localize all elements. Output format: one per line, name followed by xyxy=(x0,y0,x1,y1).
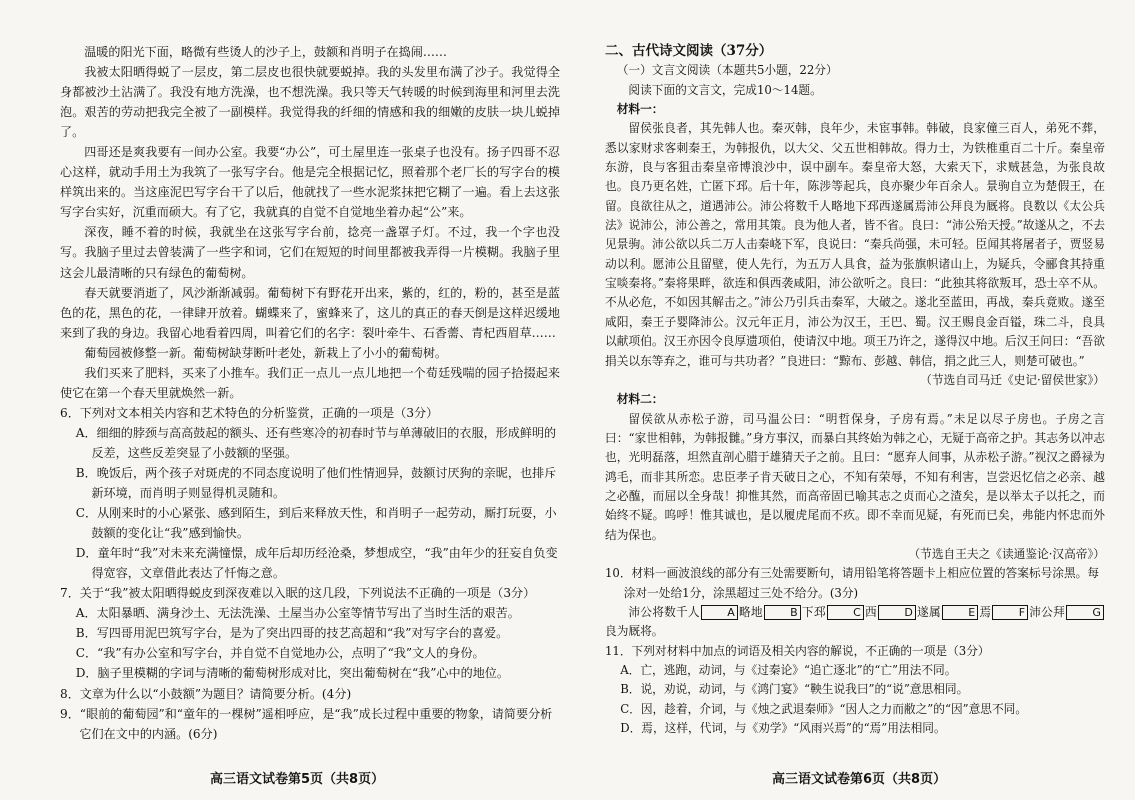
question-10-sentence xyxy=(605,603,1105,642)
page-footer-right: 高三语文试卷第6页（共8页） xyxy=(772,772,947,787)
q10-segment: 沛公将数千人 xyxy=(628,604,700,619)
right-column xyxy=(605,42,1105,738)
q10-box-b: B xyxy=(764,605,801,620)
question-7-stem: 7．关于“我”被太阳晒得蜕皮到深夜难以入眠的这几段，下列说法不正确的一项是（3分） xyxy=(60,586,536,601)
left-column xyxy=(60,42,560,744)
page-footer-left: 高三语文试卷第5页（共8页） xyxy=(210,772,385,787)
reading-instruction: 阅读下面的文言文，完成10～14题。 xyxy=(628,82,822,97)
q10-segment: 沛公拜 xyxy=(1029,604,1065,619)
question-7-option-b: B．写四哥用泥巴筑写字台，是为了突出四哥的技艺高超和“我”对写字台的喜爱。 xyxy=(75,626,509,641)
q10-segment: 良 xyxy=(605,624,617,639)
q10-segment: 遂属 xyxy=(916,604,941,619)
material-1-source: （节选自司马迁《史记·留侯世家》） xyxy=(920,372,1105,387)
q10-segment: 为厩将。 xyxy=(616,624,664,639)
question-6-option-a: A．细细的脖颈与高高鼓起的额头、还有些寒冷的初春时节与单薄破旧的衣服，形成鲜明的反差，这些反差突显了小鼓额的坚强。 xyxy=(75,425,557,460)
q10-box-e: E xyxy=(942,605,978,620)
q10-segment: 略地 xyxy=(738,604,763,619)
q10-box-d: D xyxy=(878,605,916,620)
passage-paragraph: 春天就要消逝了，风沙渐渐减弱。葡萄树下有野花开出来，紫的，红的，粉的，甚至是蓝色的花，黑色的花，一律肆开放着。蝴蝶来了，蜜蜂来了，这儿的真正的春天倒是这样迟缓地来到了我的身边。我留心地看着四周，叫着它们的名字：裂叶牵牛、石香薷、青杞西眉草…… xyxy=(60,285,560,340)
q10-segment: 西 xyxy=(864,604,877,619)
question-11-option-a: A．亡，逃跑，动词，与《过秦论》“追亡逐北”的“亡”用法不同。 xyxy=(620,663,957,677)
question-7-option-c: C．“我”有办公室和写字台，并自觉不自觉地办公，点明了“我”文人的身份。 xyxy=(75,646,485,661)
section-title: 二、古代诗文阅读（37分） xyxy=(605,43,773,59)
q10-box-a: A xyxy=(701,605,738,620)
question-6-option-c: C．从刚来时的小心紧张、感到陌生，到后来释放天性，和肖明子一起劳动，厮打玩耍，小鼓额的变化让“我”感到愉快。 xyxy=(75,506,557,541)
material-1-text: 留侯张良者，其先韩人也。秦灭韩，良年少，未宦事韩。韩破，良家僮三百人，弟死不葬，悉以家财求客刺秦王，为韩报仇，以大父、父五世相韩故。得力士，为铁椎重百二十斤。秦皇帝东游，良与客狙击秦皇帝博浪沙中，误中副车。秦皇帝大怒，大索天下，求贼甚急，为张良故也。良乃更名姓，亡匿下邳。后十年，陈涉等起兵，良亦聚少年百余人。景驹自立为楚假王，在留。良欲往从之，道遇沛公。沛公将数千人略地下邳西遂属焉沛公拜良为厩将。良数以《太公兵法》说沛公，沛公善之，常用其策。良为他人者，皆不省。良曰：“沛公殆天授。”故遂从之，不去见景驹。沛公欲以兵二万人击秦峣下军，良说曰：“秦兵尚强，未可轻。臣闻其将屠者子，贾竖易动以利。愿沛公且留壁，使人先行，为五万人具食，益为张旗帜诸山上，为疑兵，令郦食其持重宝啖秦将。”秦将果畔，欲连和俱西袭咸阳，沛公欲听之。良曰：“此独其将欲叛耳，恐士卒不从。不从必危，不如因其解击之。”沛公乃引兵击秦军，大破之。遂北至蓝田，再战，秦兵竟败。遂至咸阳，秦王子婴降沛公。汉元年正月，沛公为汉王，王巴、蜀。汉王赐良金百镒，珠二斗，良具以献项伯。汉王亦因令良厚遗项伯，使请汉中地。项王乃许之，遂得汉中地。后汉王问曰：“吾欲捐关以东等弃之，谁可与共功者？”良进曰：“黥布、彭越、韩信，捐之此三人，则楚可破也。” xyxy=(605,121,1105,368)
passage-paragraph: 温暖的阳光下面，略微有些烫人的沙子上，鼓额和肖明子在捣闹…… xyxy=(84,45,448,59)
passage-paragraph: 我被太阳晒得蜕了一层皮，第二层皮也很快就要蜕掉。我的头发里布满了沙子。我觉得全身都被沙土沾满了。我没有地方洗澡，也不想洗澡。我只等天气转暖的时候到海里和河里去洗泡。艰苦的劳动把我完全被了一副模样。我觉得我的纤细的情感和我的细嫩的皮肤一块儿蜕掉了。 xyxy=(60,65,560,140)
passage-paragraph: 四哥还是爽我要有一间办公室。我要“办公”，可土屋里连一张桌子也没有。扬子四哥不忍心这样，就动手用土为我筑了一张写字台。他是完全根据记忆，照着那个老厂长的写字台的模样筑出来的。当这座泥巴写字台干了以后，他就找了一些水泥浆抹把它糊了一遍。看上去这张写字台实好，沉重而硕大。有了它，我就真的自觉不自觉地坐着办起“公”来。 xyxy=(60,145,560,220)
question-6-option-b: B．晚饭后，两个孩子对斑虎的不同态度说明了他们性情迥异，鼓额讨厌狗的亲昵，也排斥新环境，而肖明子则显得机灵随和。 xyxy=(75,465,557,501)
q10-box-f: F xyxy=(992,605,1028,620)
question-7-option-d: D．脑子里模糊的字词与清晰的葡萄树形成对比，突出葡萄树在“我”心中的地位。 xyxy=(75,666,509,681)
passage-paragraph: 深夜，睡不着的时候，我就坐在这张写字台前，捻亮一盏罩子灯。不过，我一个字也没写。我脑子里过去曾装满了一些字和词，它们在短短的时间里都被我弄得一片模糊。我脑子里这会儿最清晰的只有绿色的葡萄树。 xyxy=(60,225,560,280)
question-8-stem: 8．文章为什么以“小鼓额”为题目？请简要分析。(4分) xyxy=(60,686,352,701)
subsection-title: （一）文言文阅读（本题共5小题，22分） xyxy=(616,63,838,78)
q10-segment: 焉 xyxy=(979,604,992,619)
material-2-source: （节选自王夫之《读通鉴论·汉高帝》） xyxy=(908,546,1105,561)
material-1-label: 材料一： xyxy=(616,102,664,117)
material-2-text: 留侯欲从赤松子游，司马温公曰：“明哲保身，子房有焉。”未足以尽子房也。子房之言曰：“家世相韩，为韩报雠。”身方事汉，而暴白其终始为韩之心，无疑于高帝之护。其志务以冲志也，光明磊落，坦然直剖心腊于雄猜天子之前。且曰：“愿弃人间事，从赤松子游。”视汉之爵禄为鸿毛，而非其所恋。忠臣孝子肯天破日之心，不知有荣辱，不知有利害，岂尝迟忆信之必亲、越之必醢，而屈以全身哉！抑惟其然，而高帝固已喻其志之贞而心之渣矣，是以举太子以托之，而始终不疑。呜呼！惟其诚也，是以履虎尾而不疚。即不幸而见疑，有死而已矣，弗能内怀忠而外结为保也。 xyxy=(605,411,1105,542)
q10-segment: 下邳 xyxy=(801,604,826,619)
question-11-option-c: C．因，趁着，介词，与《烛之武退秦师》“因人之力而敝之”的“因”意思不同。 xyxy=(620,701,1028,716)
question-7-option-a: A．太阳暴晒、满身沙土、无法洗澡、土屋当办公室等情节写出了当时生活的艰苦。 xyxy=(75,606,520,621)
question-6-option-d: D．童年时“我”对未来充满憧憬，成年后却历经沧桑，梦想成空，“我”由年少的狂妄自负变得宽容，文章借此表达了忏悔之意。 xyxy=(75,546,558,581)
q10-box-c: C xyxy=(827,605,864,620)
question-6-stem: 6．下列对文本相关内容和艺术特色的分析鉴赏，正确的一项是（3分） xyxy=(60,405,439,420)
material-2-label: 材料二： xyxy=(616,392,664,407)
question-9-stem: 9．“眼前的葡萄园”和“童年的一棵树”遥相呼应，是“我”成长过程中重要的物象，请简要分析它们在文中的内涵。(6分) xyxy=(60,706,553,741)
passage-paragraph: 我们买来了肥料，买来了小推车。我们正一点儿一点儿地把一个荀廷残喘的园子拾掇起来使它在第一个春天里就焕然一新。 xyxy=(60,365,560,400)
q10-box-g: G xyxy=(1066,605,1104,620)
question-11-stem: 11．下列对材料中加点的词语及相关内容的解说，不正确的一项是（3分） xyxy=(605,643,990,658)
question-11-option-b: B．说，劝说，动词，与《鸿门宴》“鞅生说我曰”的“说”意思相同。 xyxy=(620,682,969,697)
question-11-option-d: D．焉，这样，代词，与《劝学》“风雨兴焉”的“焉”用法相同。 xyxy=(620,721,946,736)
question-10-stem: 10．材料一画波浪线的部分有三处需要断句，请用铅笔将答题卡上相应位置的答案标号涂黑。每涂对一处给1分，涂黑超过三处不给分。(3分) xyxy=(605,566,1100,600)
passage-paragraph: 葡萄园被修整一新。葡萄树缺芽断叶老处，新栽上了小小的葡萄树。 xyxy=(84,345,448,360)
